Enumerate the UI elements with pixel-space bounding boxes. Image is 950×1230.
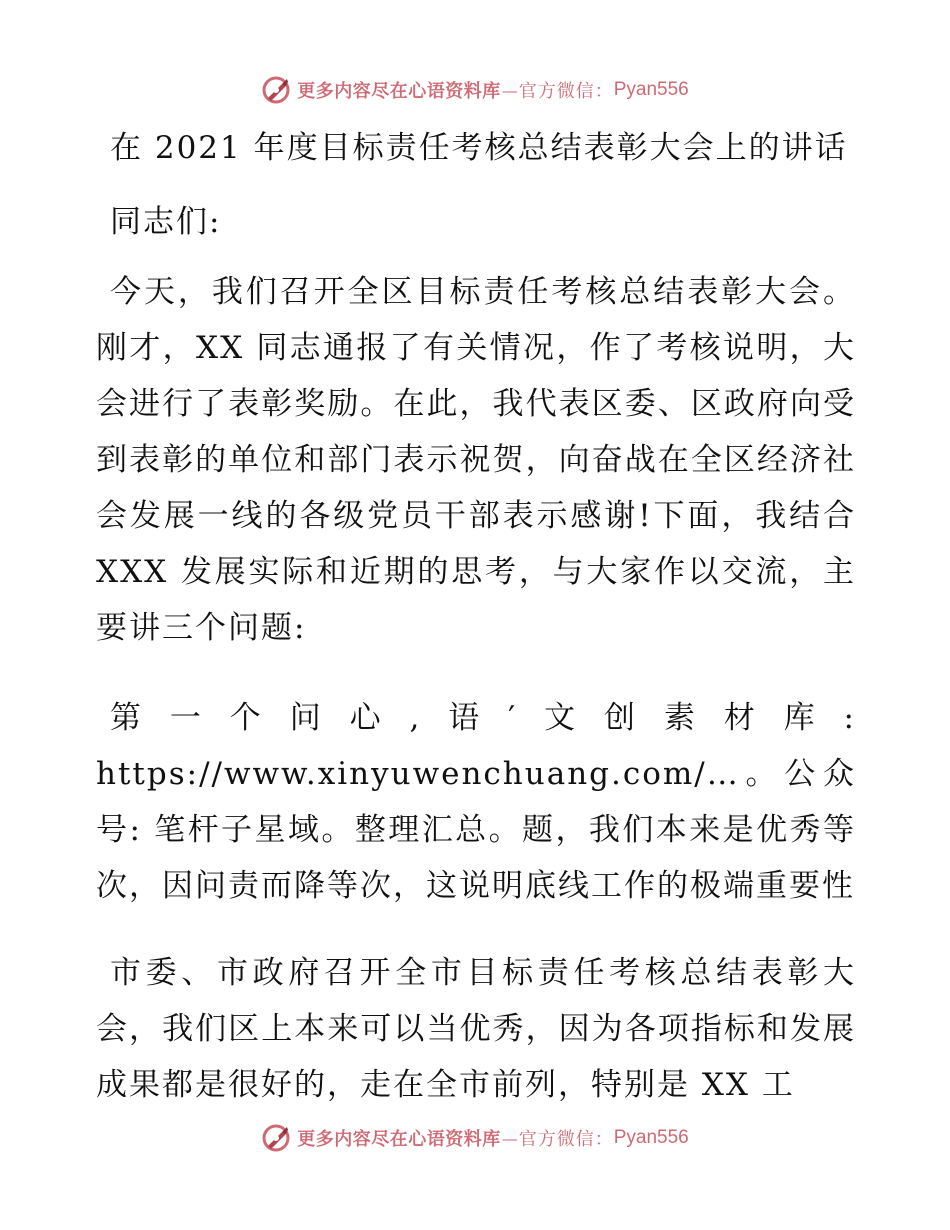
- paragraph-3: 市委、市政府召开全市目标责任考核总结表彰大会，我们区上本来可以当优秀，因为各项指标和发展成果都是很好的，走在全市前列，特别是 XX 工: [96, 955, 856, 1103]
- banner-text: 更多内容尽在心语资料库: [297, 1129, 501, 1150]
- paragraph-1: 今天，我们召开全区目标责任考核总结表彰大会。刚才，XX 同志通报了有关情况，作了考核说明，大会进行了表彰奖励。在此，我代表区委、区政府向受到表彰的单位和部门表示祝贺，向奋战在全区经济社会发展一线的各级党员干部表示感谢!下面，我结合 XXX 发展实际和近期的思考，与大家作以交流，主要讲三个问题:: [96, 274, 856, 646]
- header-banner: [0, 70, 950, 110]
- banner-text: 更多内容尽在心语资料库: [297, 81, 501, 102]
- pen-logo-icon: [261, 1123, 291, 1153]
- banner-wechat-label: 官方微信：: [518, 81, 614, 102]
- banner-wechat-id: Pyan556: [613, 79, 689, 100]
- banner-separator: —: [501, 1128, 518, 1148]
- document-title: 在 2021 年度目标责任考核总结表彰大会上的讲话: [110, 130, 848, 166]
- banner-wechat-id: Pyan556: [613, 1127, 689, 1148]
- banner-separator: —: [501, 80, 518, 100]
- paragraph-2: 第一个问心,语′文创素材库: https://www.xinyuwenchuang.com/…。公众号: 笔杆子星域。整理汇总。题，我们本来是优秀等次，因问责而降等次，这说明底线工作的极端重要性: [96, 700, 856, 904]
- pen-logo-icon: [261, 75, 291, 105]
- footer-banner: [0, 1118, 950, 1158]
- salutation: 同志们:: [110, 204, 222, 240]
- banner-wechat-label: 官方微信：: [518, 1129, 614, 1150]
